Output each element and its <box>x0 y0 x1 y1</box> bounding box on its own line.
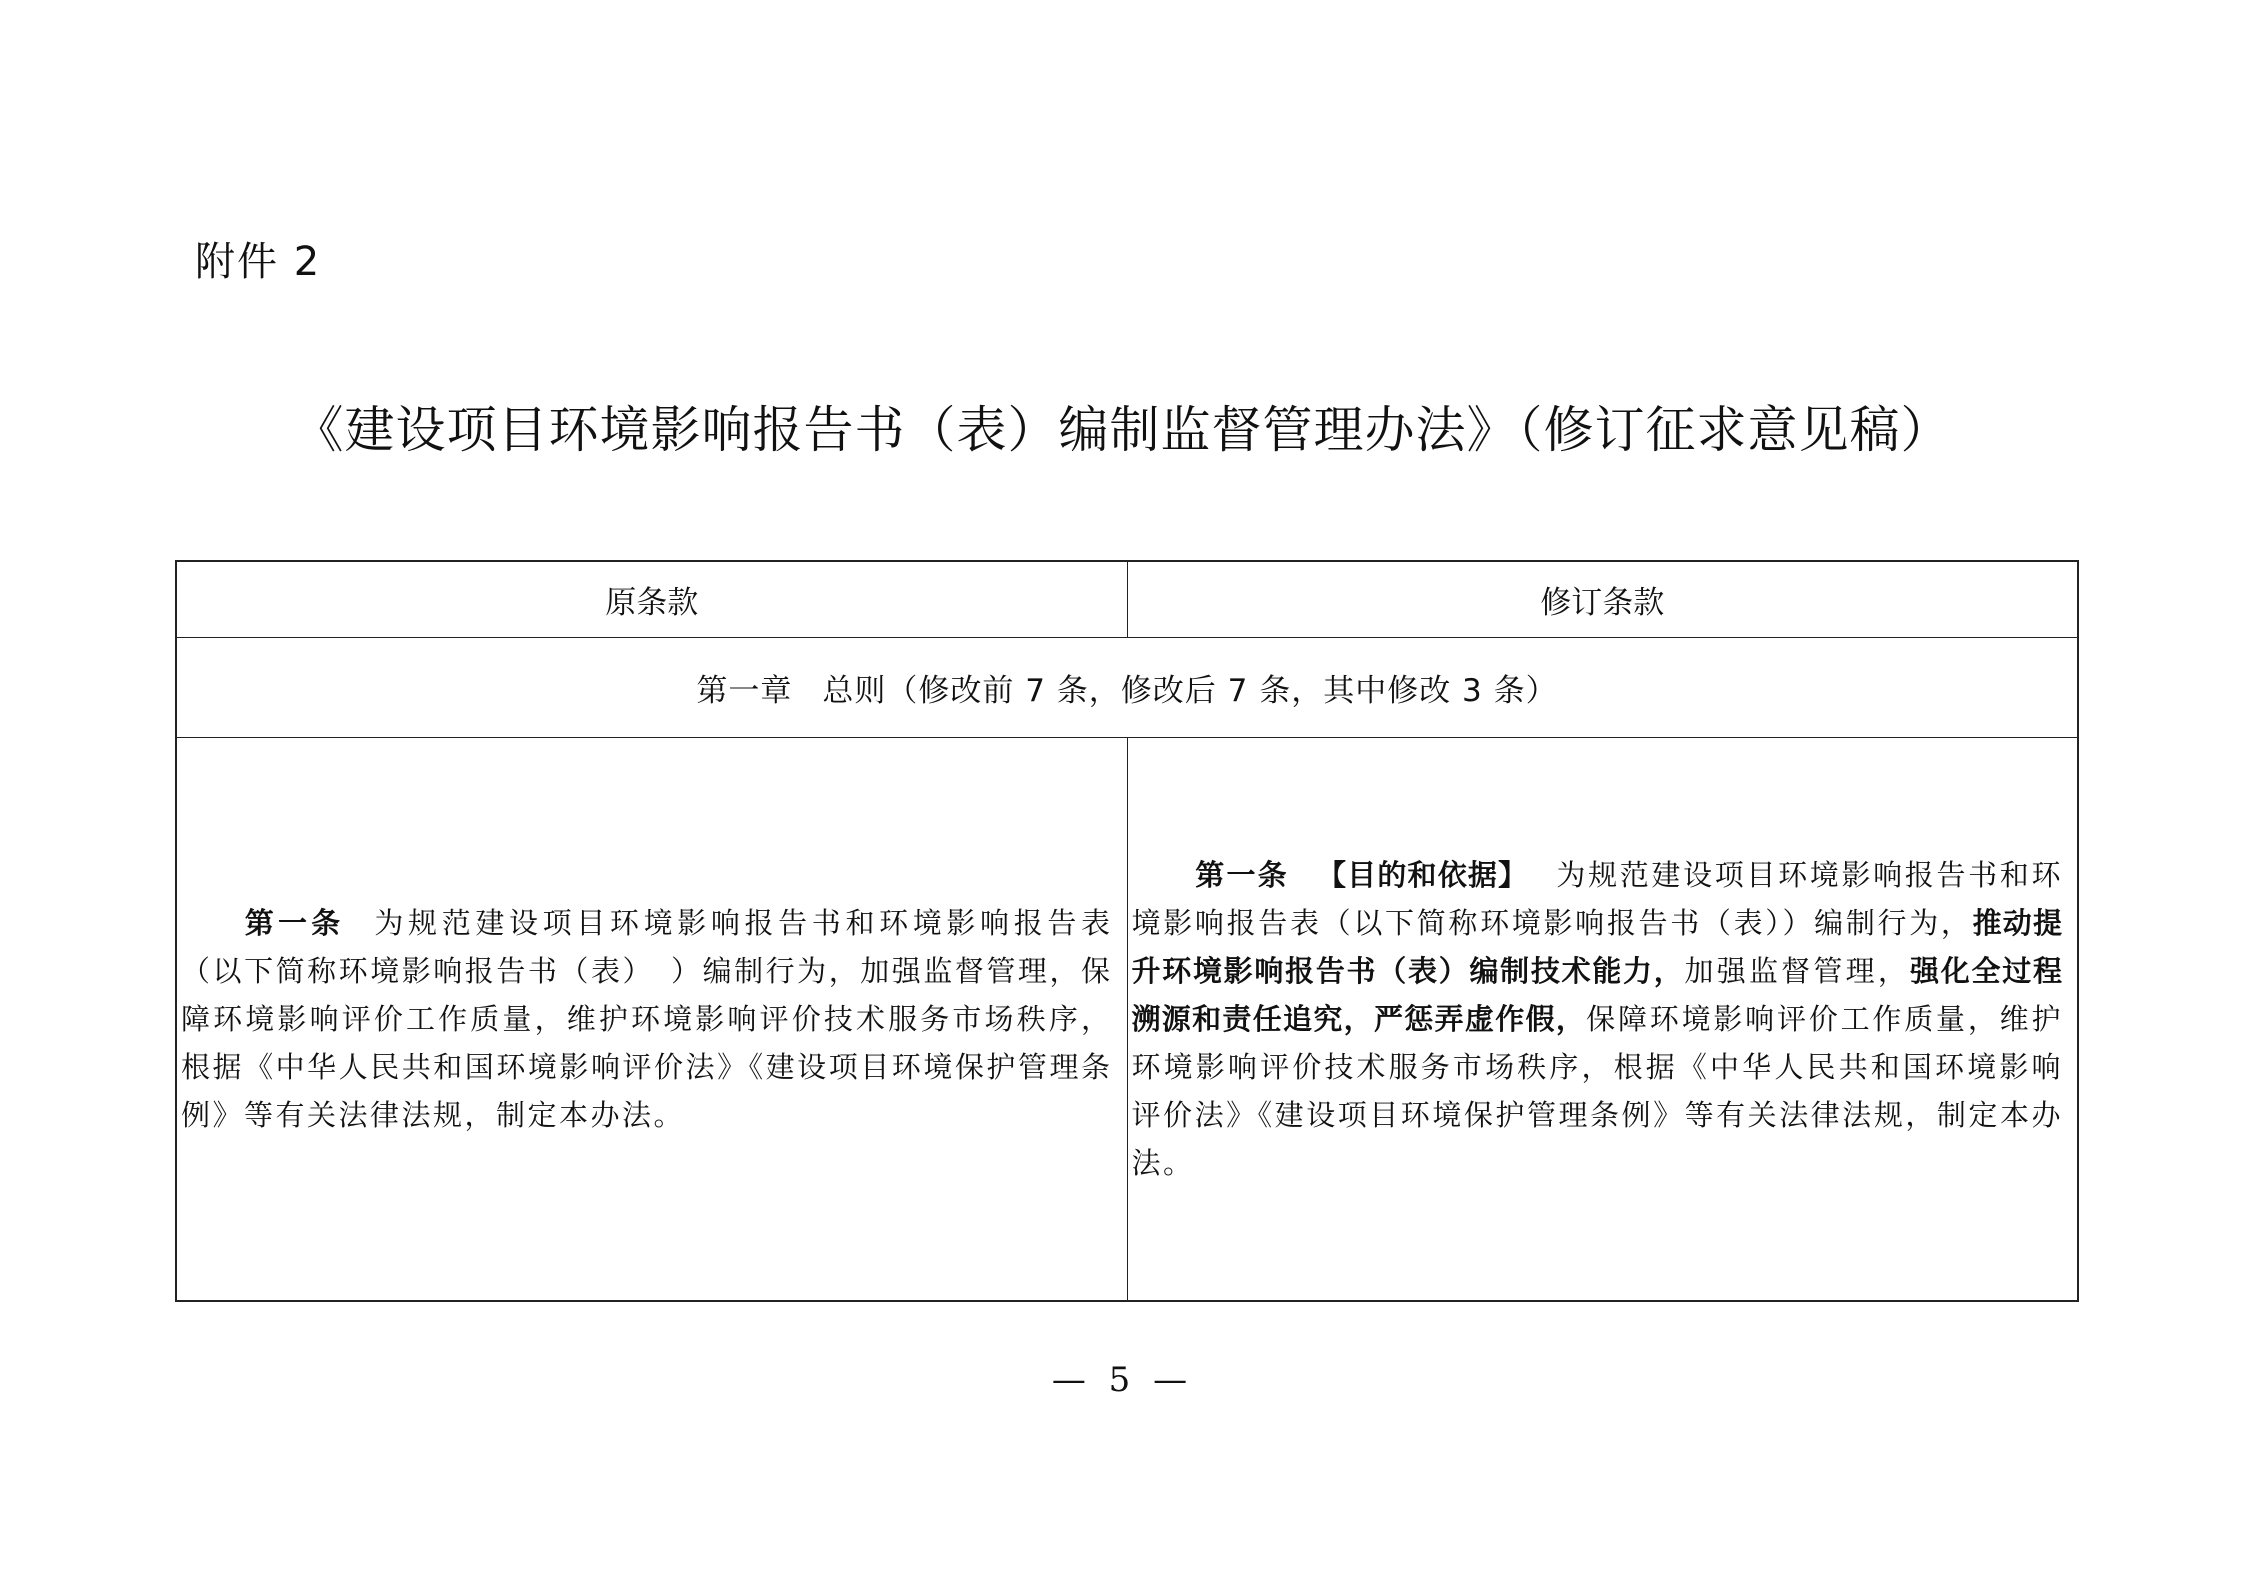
table-header-row <box>176 561 2078 638</box>
original-article-text <box>181 899 1113 1139</box>
revised-article-body-a: 为规范建设项目环境影响报告书和环境影响报告表（以下简称环境影响报告书（表））编制行为， <box>1131 858 2063 940</box>
revised-article-added-1: 推动提升环境影响报告书（表）编制技术能力， <box>1131 906 2063 988</box>
chapter-row <box>176 638 2078 738</box>
revised-article-label: 第一条 <box>1195 858 1289 892</box>
original-article-label: 第一条 <box>244 906 345 940</box>
chapter-summary: 总则（修改前 7 条，修改后 7 条，其中修改 3 条） <box>822 673 1558 709</box>
revised-article-body-b: 加强监督管理， <box>1684 954 1911 988</box>
attachment-label: 附件 2 <box>195 239 322 285</box>
comparison-table <box>175 560 2079 1302</box>
chapter-heading <box>176 638 2078 738</box>
revised-article-body-c: 保障环境影响评价工作质量，维护环境影响评价技术服务市场秩序，根据《中华人民共和国环境影响评价法》《建设项目环境保护管理条例》等有关法律法规，制定本办法。 <box>1131 1002 2063 1180</box>
revised-article-cell <box>1127 738 2078 1302</box>
article-row <box>176 738 2078 1302</box>
document-title: 《建设项目环境影响报告书（表）编制监督管理办法》（修订征求意见稿） <box>293 401 1952 459</box>
revised-article-heading: 【目的和依据】 <box>1316 858 1529 892</box>
revised-article-added-2: 强化全过程溯源和责任追究，严惩弄虚作假， <box>1131 954 2063 1036</box>
column-header-original: 原条款 <box>176 561 1127 638</box>
page-number: — 5 — <box>1051 1360 1194 1400</box>
revised-article-text <box>1132 851 2064 1187</box>
column-header-revised: 修订条款 <box>1127 561 2078 638</box>
chapter-name: 第一章 <box>696 673 793 709</box>
original-article-body: 为规范建设项目环境影响报告书和环境影响报告表（以下简称环境影响报告书（表） ）编制行为，加强监督管理，保障环境影响评价工作质量，维护环境影响评价技术服务市场秩序，根据《中华人民共和国环境影响评价法》《建设项目环境保护管理条例》等有关法律法规，制定本办法。 <box>181 906 1113 1132</box>
original-article-cell <box>176 738 1127 1302</box>
